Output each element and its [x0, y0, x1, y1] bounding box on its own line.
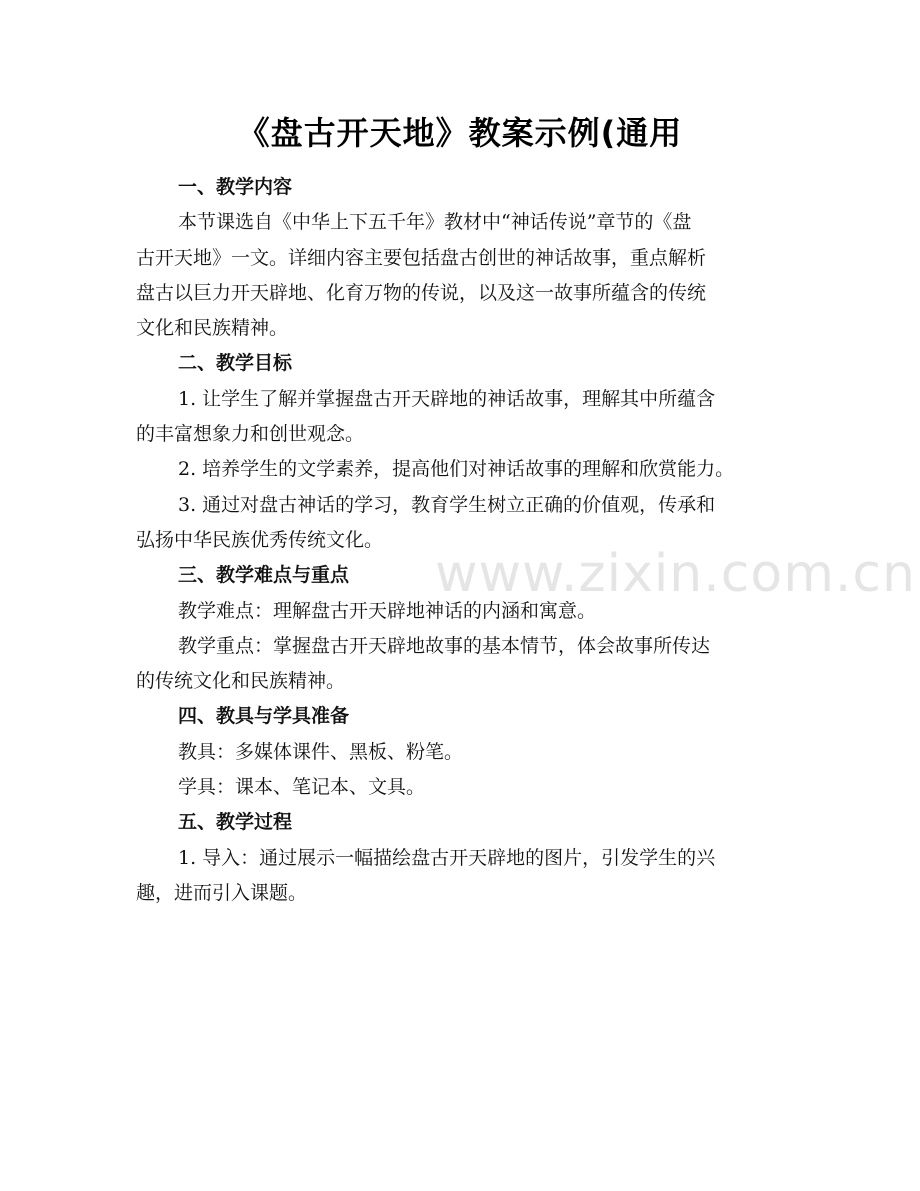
paragraph-line: 教学重点：掌握盘古开天辟地故事的基本情节，体会故事所传达: [178, 634, 711, 657]
paragraph-line: 教学难点：理解盘古开天辟地神话的内涵和寓意。: [178, 599, 597, 622]
paragraph-line: 1. 让学生了解并掌握盘古开天辟地的神话故事，理解其中所蕴含: [178, 387, 716, 410]
section-heading: 二、教学目标: [178, 352, 293, 375]
watermark: www.zixin.com.cn: [435, 544, 916, 604]
paragraph-line: 1. 导入：通过展示一幅描绘盘古开天辟地的图片，引发学生的兴: [178, 846, 716, 869]
paragraph-line: 文化和民族精神。: [136, 317, 289, 340]
paragraph-line: 学具：课本、笔记本、文具。: [178, 776, 426, 799]
document-title: 《盘古开天地》教案示例(通用: [237, 114, 683, 152]
paragraph-line: 教具：多媒体课件、黑板、粉笔。: [178, 740, 464, 763]
section-heading: 三、教学难点与重点: [178, 564, 350, 587]
paragraph-line: 3. 通过对盘古神话的学习，教育学生树立正确的价值观，传承和: [178, 493, 716, 516]
paragraph-line: 的丰富想象力和创世观念。: [136, 423, 365, 446]
section-heading: 一、教学内容: [178, 176, 293, 198]
paragraph-line: 盘古以巨力开天辟地、化育万物的传说，以及这一故事所蕴含的传统: [136, 281, 707, 304]
paragraph-line: 趣，进而引入课题。: [136, 881, 308, 904]
paragraph-line: 的传统文化和民族精神。: [136, 670, 346, 693]
paragraph-line: 2. 培养学生的文学素养，提高他们对神话故事的理解和欣赏能力。: [178, 458, 735, 481]
section-heading: 四、教具与学具准备: [178, 705, 350, 728]
paragraph-line: 弘扬中华民族优秀传统文化。: [136, 528, 384, 551]
paragraph-line: 古开天地》一文。详细内容主要包括盘古创世的神话故事，重点解析: [136, 246, 707, 269]
section-heading: 五、教学过程: [178, 811, 293, 834]
document-body: [136, 170, 806, 911]
paragraph-line: 本节课选自《中华上下五千年》教材中“神话传说”章节的《盘: [178, 211, 692, 234]
